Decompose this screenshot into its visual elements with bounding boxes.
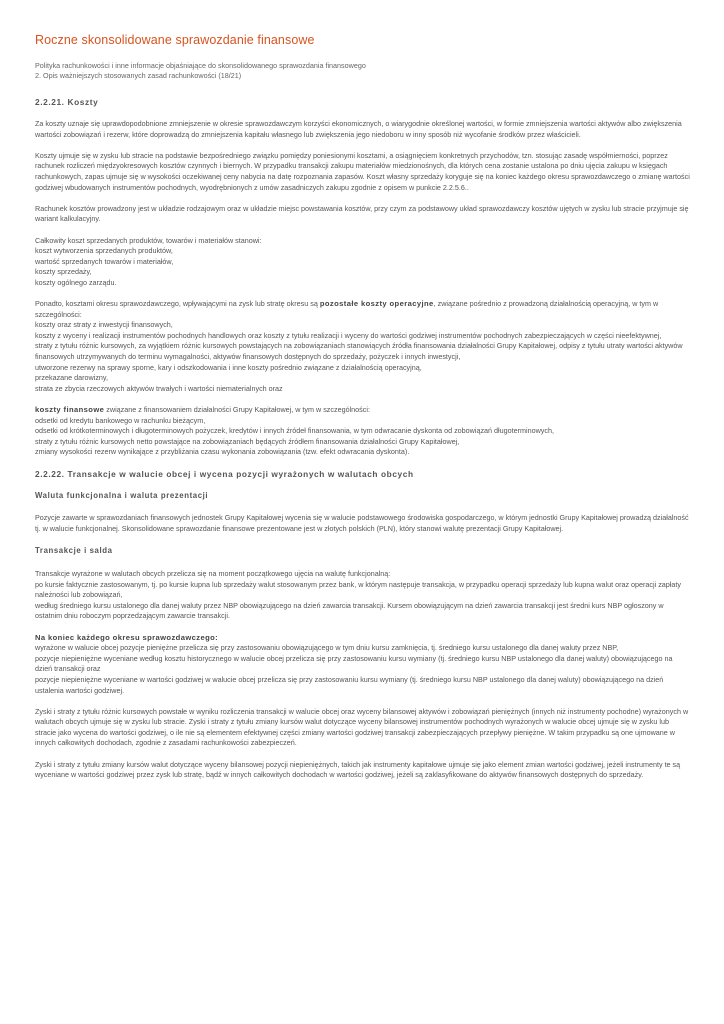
list-item: koszty sprzedaży, <box>35 267 92 277</box>
paragraph-fx-nonmonetary: Zyski i straty z tytułu zmiany kursów walut dotyczące wyceny bilansowej pozycji niepieniężnych, takich jak instrumenty kapitałowe ujmuje się jako element zmian wartości godziwej, jeżeli instrumenty te są wyceniane w wartości godziwej przez zysk lub stratę, bądź w innych całkowitych dochodach w wartości godziwej, jeżeli są zaklasyfikowane do aktywów finansowych dostępnych do sprzedaży. <box>35 759 681 780</box>
bold-term: pozostałe koszty operacyjne <box>319 299 434 309</box>
subsection-title-transactions: Transakcje i salda <box>35 546 113 556</box>
section-title-costs: 2.2.21. Koszty <box>35 97 99 107</box>
paragraph-financial-costs <box>35 405 690 458</box>
list-item: zmiany wysokości rezerw wynikające z przybliżania czasu wykonania zobowiązania (tzw. efekt odwracania dyskonta). <box>35 447 410 457</box>
paragraph-cost-definition: Za koszty uznaje się uprawdopodobnione zmniejszenie w okresie sprawozdawczym korzyści ekonomicznych, o wiarygodnie określonej wartości, w formie zmniejszenia wartości aktywów albo zwiększenia wartości zobowiązań i rezerw, które doprowadzą do zmniejszenia kapitału własnego lub zwiększenia jego niedoboru w inny sposób niż wycofanie środków przez właścicieli. <box>35 119 682 139</box>
subsection-title-functional-currency: Waluta funkcjonalna i waluta prezentacji <box>35 490 209 500</box>
list-item: straty z tytułu różnic kursowych netto powstające na zobowiązaniach będących źródłem finansowania działalności Grupy Kapitałowej, <box>35 436 460 446</box>
list-item: przekazane darowizny, <box>35 373 108 383</box>
paragraph-other-operating-costs <box>35 299 690 394</box>
paragraph-transactions <box>35 569 690 622</box>
breadcrumb-line-1: Polityka rachunkowości i inne informacje objaśniające do skonsolidowanego sprawozdania finansowego <box>35 61 366 70</box>
list-item: odsetki od kredytu bankowego w rachunku bieżącym, <box>35 415 206 425</box>
intro-text: Ponadto, kosztami okresu sprawozdawczego, wpływającymi na zysk lub stratę okresu są <box>35 299 320 309</box>
list-item: strata ze zbycia rzeczowych aktywów trwałych i wartości niematerialnych oraz <box>35 383 283 393</box>
document-title: Roczne skonsolidowane sprawozdanie finansowe <box>35 33 315 47</box>
paragraph-fx-gains-losses: Zyski i straty z tytułu różnic kursowych powstałe w wyniku rozliczenia transakcji w walucie obcej oraz wyceny bilansowej aktywów i zobowiązań pieniężnych (innych niż instrumenty pochodne) wyrażonych w walutach obcych ujmuje się w zysku lub stracie. Zyski i straty z tytułu zmiany kursów walut dotyczące wyceny bilansowej instrumentów pochodnych wyrażonych w walucie obcej ujmuje się w zysku lub stracie jako wycena do wartości godziwej, o ile nie są elementem efektywnej części zmiany wartości godziwej transakcji zabezpieczających przepływy pieniężne. W takim przypadku są one ujmowane w innych całkowitych dochodach, zgodnie z zasadami rachunkowości zabezpieczeń. <box>35 706 689 748</box>
list-item: koszty z wyceny i realizacji instrumentów pochodnych handlowych oraz koszty z tytułu realizacji i wyceny do wartości godziwej instrumentów pochodnych zabezpieczających w części nieefektywnej, <box>35 330 662 340</box>
section-body-foreign-currency <box>35 491 690 781</box>
intro-text-cont: związane z finansowaniem działalności Grupy Kapitałowej, w tym w szczególności: <box>104 405 370 415</box>
list-intro <box>35 405 690 416</box>
list-item: pozycje niepieniężne wyceniane w wartości godziwej w walucie obcej przelicza się przy zastosowaniu kursu wymiany (tj. średniego kursu NBP ustalonego dla danej waluty) obowiązującego na dzień ustalenia wartości godziwej. <box>35 674 664 695</box>
bold-term: koszty finansowe <box>35 405 105 415</box>
bold-heading: Na koniec każdego okresu sprawozdawczego: <box>35 632 219 642</box>
list-item: wartość sprzedanych towarów i materiałów, <box>35 256 174 266</box>
intro-text-cont: , związane pośrednio z prowadzoną działalnością operacyjną, w tym w szczególności: <box>35 299 659 319</box>
list-intro <box>35 299 690 320</box>
list-item: pozycje niepieniężne wyceniane według kosztu historycznego w walucie obcej przelicza się przy zastosowaniu kursu wymiany (tj. średniego kursu NBP ustalonego dla danej waluty) obowiązującego na dzień transakcji oraz <box>35 653 673 674</box>
list-item: straty z tytułu różnic kursowych, za wyjątkiem różnic kursowych powstających na zobowiązaniach stanowiących źródła finansowania działalności Grupy Kapitałowej, odpisy z tytułu utraty wartości aktywów finansowych utrzymywanych do terminu wymagalności, aktywów finansowych dostępnych do sprzedaży, pożyczek i innych inwestycji, <box>35 341 683 362</box>
paragraph-cost-recognition: Koszty ujmuje się w zysku lub stracie na podstawie bezpośredniego związku pomiędzy poniesionymi kosztami, a osiągnięciem konkretnych przychodów, tzn. stosując zasadę współmierności, poprzez rachunek rozliczeń międzyokresowych kosztów czynnych i biernych. W przypadku transakcji zakupu materiałów miedzionośnych, dla których cena zostanie ustalona po dniu ujęcia zakupu w księgach rachunkowych, zapas ujmuje się w wysokości oczekiwanej ceny nabycia na datę rozpoznania zapasów. Koszt własny sprzedaży koryguje się na koniec każdego okresu sprawozdawczego o zmianę wartości godziwej wbudowanych instrumentów pochodnych, wyodrębnionych z umów zasadniczych zakupu zgodnie z opisem w punkcie 2.2.5.6.. <box>35 150 690 192</box>
list-item: koszty ogólnego zarządu. <box>35 277 117 287</box>
paragraph-functional-currency: Pozycje zawarte w sprawozdaniach finansowych jednostek Grupy Kapitałowej wycenia się w walucie podstawowego środowiska gospodarczego, w którym jednostki Grupy Kapitałowej prowadzą działalność tj. w walucie funkcjonalnej. Skonsolidowane sprawozdanie finansowe prezentowane jest w złotych polskich (PLN), który stanowi walutę prezentacji Grupy Kapitałowej. <box>35 513 689 533</box>
list-intro: Transakcje wyrażone w walutach obcych przelicza się na moment początkowego ujęcia na walutę funkcjonalną: <box>35 568 391 578</box>
breadcrumb <box>35 61 724 81</box>
section-body-costs <box>35 119 690 458</box>
breadcrumb-line-2: 2. Opis ważniejszych stosowanych zasad rachunkowości (18/21) <box>35 71 242 80</box>
section-title-foreign-currency: 2.2.22. Transakcje w walucie obcej i wycena pozycji wyrażonych w walutach obcych <box>35 468 414 479</box>
list-item: utworzone rezerwy na sprawy sporne, kary i odszkodowania i inne koszty pośrednio związane z działalnością operacyjną, <box>35 362 422 372</box>
paragraph-period-end <box>35 633 690 697</box>
list-item: koszty oraz straty z inwestycji finansowych, <box>35 320 173 330</box>
paragraph-cost-accounting: Rachunek kosztów prowadzony jest w układzie rodzajowym oraz w układzie miejsc powstawania kosztów, przy czym za podstawowy układ sprawozdawczy kosztów ujętych w zysku lub stracie przyjmuje się wariant kalkulacyjny. <box>35 203 689 224</box>
list-item: po kursie faktycznie zastosowanym, tj. po kursie kupna lub sprzedaży walut stosowanym przez bank, w którym następuje transakcja, w przypadku operacji sprzedaży lub kupna walut oraz operacji zapłaty należności lub zobowiązań, <box>35 579 681 600</box>
list-item: według średniego kursu ustalonego dla danej waluty przez NBP obowiązującego na dzień zawarcia transakcji. Kursem obowiązującym na dzień zawarcia transakcji jest średni kurs NBP ogłoszony w ostatnim dniu roboczym poprzedzającym zawarcie transakcji. <box>35 600 664 621</box>
list-item: koszt wytworzenia sprzedanych produktów, <box>35 246 173 256</box>
list-intro: Całkowity koszt sprzedanych produktów, towarów i materiałów stanowi: <box>35 235 262 245</box>
paragraph-total-cost <box>35 236 690 289</box>
list-item: odsetki od krótkoterminowych i długoterminowych pożyczek, kredytów i innych źródeł finansowania, w tym odwracanie dyskonta od zobowiązań długoterminowych, <box>35 426 554 436</box>
list-item: wyrażone w walucie obcej pozycje pieniężne przelicza się przy zastosowaniu obowiązującego w tym dniu kursu zamknięcia, tj. średniego kursu ustalonego dla danej waluty przez NBP, <box>35 643 619 653</box>
